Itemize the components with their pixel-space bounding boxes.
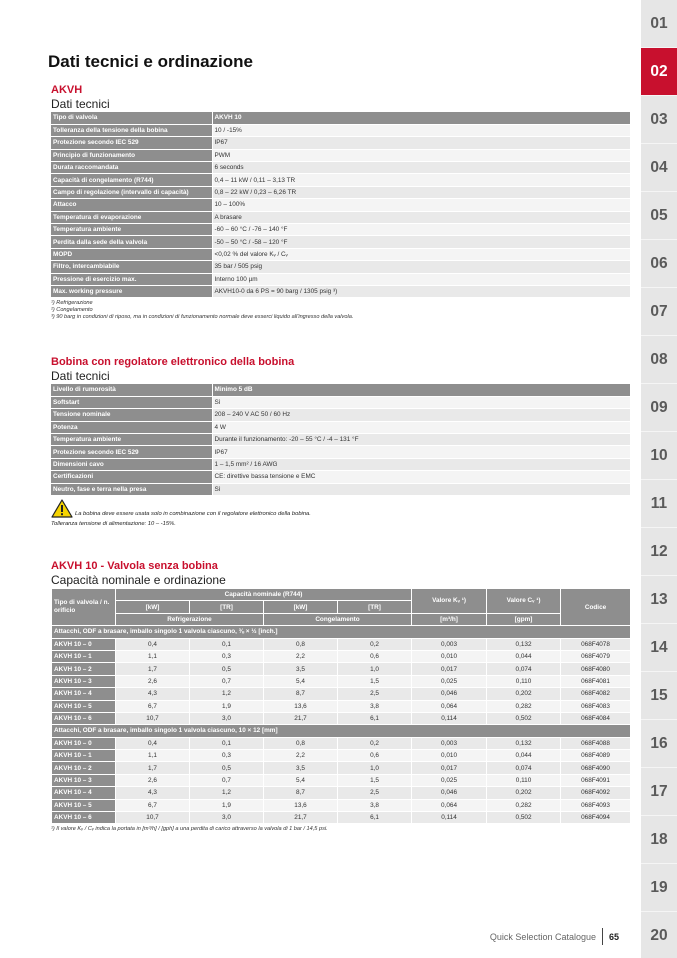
table-row: [52, 700, 631, 712]
footer-divider: [602, 928, 603, 945]
table-row: [52, 812, 631, 824]
spec-label: Tolleranza della tensione della bobina: [51, 124, 212, 136]
code-cell: 068F4084: [561, 712, 631, 724]
valve-type-cell: AKVH 10 – 4: [52, 688, 116, 700]
table-cell: 1,9: [190, 700, 264, 712]
capacity-footnote: ¹) Il valore Kᵥ / Cᵥ indica la portata in [m³/h] / [gph] a una perdita di carico attraverso la valvola di 1 bar / 14,5 psi.: [51, 826, 328, 833]
table-row: [52, 787, 631, 799]
spec-label: Principio di funzionamento: [51, 149, 212, 161]
section-title: Bobina con regolatore elettronico della bobina: [51, 356, 295, 368]
spec-value: Sì: [212, 483, 630, 495]
table-cell: 0,010: [412, 750, 487, 762]
table-cell: 0,202: [487, 787, 561, 799]
voltage-tolerance-note: Tolleranza tensione di alimentazione: 10 – -15%.: [51, 521, 176, 528]
spec-row: [51, 124, 630, 136]
chapter-tab-02[interactable]: 02: [641, 48, 677, 96]
spec-value: A brasare: [212, 211, 630, 223]
table-row: [52, 650, 631, 662]
capacity-table: [51, 588, 631, 824]
table-row: [52, 774, 631, 786]
table-row: [52, 688, 631, 700]
section-subtitle: Dati tecnici: [51, 97, 110, 111]
table-cell: 0,202: [487, 688, 561, 700]
spec-value: 1 – 1,5 mm² / 16 AWG: [212, 458, 630, 470]
spec-value: <0,02 % del valore Kᵥ / Cᵥ: [212, 248, 630, 260]
table-cell: 0,025: [412, 675, 487, 687]
table-cell: 0,110: [487, 774, 561, 786]
spec-label: Attacco: [51, 199, 212, 211]
table-cell: 0,7: [190, 675, 264, 687]
page-number: 65: [608, 931, 619, 942]
spec-row: [51, 421, 630, 433]
header-cv: Valore Cᵥ ¹): [487, 589, 561, 614]
footnote: ³) 90 barg in condizioni di riposo, ma in condizioni di funzionamento normale deve esserci liquido all'ingresso della valvola.: [51, 314, 354, 321]
unit-m3h: [m³/h]: [412, 613, 487, 625]
code-cell: 068F4092: [561, 787, 631, 799]
table-cell: 13,6: [264, 799, 338, 811]
spec-row: [51, 409, 630, 421]
table-cell: 0,502: [487, 812, 561, 824]
table-cell: 6,7: [116, 799, 190, 811]
table-cell: 0,5: [190, 762, 264, 774]
code-cell: 068F4089: [561, 750, 631, 762]
section-subtitle: Capacità nominale e ordinazione: [51, 573, 226, 587]
section-title: AKVH 10 - Valvola senza bobina: [51, 560, 218, 572]
code-cell: 068F4080: [561, 663, 631, 675]
section-akvh: [51, 84, 630, 321]
unit-gpm: [gpm]: [487, 613, 561, 625]
unit-tr: [TR]: [190, 601, 264, 613]
spec-value: -60 – 60 °C / -76 – 140 °F: [212, 224, 630, 236]
chapter-tab-15[interactable]: 15: [641, 672, 677, 720]
spec-row: [51, 471, 630, 483]
spec-label: Tipo di valvola: [51, 112, 212, 124]
table-cell: 0,025: [412, 774, 487, 786]
spec-label: Temperatura di evaporazione: [51, 211, 212, 223]
table-cell: 0,8: [264, 737, 338, 749]
table-cell: 8,7: [264, 787, 338, 799]
table-cell: 0,064: [412, 700, 487, 712]
warning-text: La bobina deve essere usata solo in combinazione con il regolatore elettronico della bobina.: [75, 511, 311, 518]
chapter-tab-19[interactable]: 19: [641, 864, 677, 912]
valve-type-cell: AKVH 10 – 6: [52, 712, 116, 724]
spec-row: [51, 174, 630, 186]
spec-label: Temperatura ambiente: [51, 434, 212, 446]
valve-type-cell: AKVH 10 – 5: [52, 799, 116, 811]
spec-row: [51, 384, 630, 396]
table-row: [52, 712, 631, 724]
valve-type-cell: AKVH 10 – 5: [52, 700, 116, 712]
spec-row: [51, 211, 630, 223]
table-cell: 0,010: [412, 650, 487, 662]
table-cell: 0,5: [190, 663, 264, 675]
spec-label: Protezione secondo IEC 529: [51, 446, 212, 458]
code-cell: 068F4078: [561, 638, 631, 650]
header-capacity: Capacità nominale (R744): [116, 589, 412, 601]
code-cell: 068F4093: [561, 799, 631, 811]
group-label: Attacchi, ODF a brasare, imballo singolo 1 valvola ciascuno, ⅜ × ½ [inch.]: [52, 626, 631, 638]
table-cell: 5,4: [264, 675, 338, 687]
table-cell: 0,6: [338, 750, 412, 762]
code-cell: 068F4079: [561, 650, 631, 662]
spec-label: Tensione nominale: [51, 409, 212, 421]
spec-value: Interno 100 µm: [212, 273, 630, 285]
chapter-tab-13[interactable]: 13: [641, 576, 677, 624]
table-cell: 0,1: [190, 638, 264, 650]
table-cell: 5,4: [264, 774, 338, 786]
spec-value: Sì: [212, 396, 630, 408]
chapter-tab-07[interactable]: 07: [641, 288, 677, 336]
spec-label: Softstart: [51, 396, 212, 408]
footnote: ¹) Refrigerazione: [51, 300, 93, 307]
table-cell: 0,7: [190, 774, 264, 786]
chapter-tab-12[interactable]: 12: [641, 528, 677, 576]
spec-row: [51, 458, 630, 470]
spec-row: [51, 446, 630, 458]
code-cell: 068F4088: [561, 737, 631, 749]
spec-value: 10 / -15%: [212, 124, 630, 136]
spec-value: IP67: [212, 137, 630, 149]
table-cell: 4,3: [116, 787, 190, 799]
header-code: Codice: [561, 589, 631, 626]
table-cell: 0,046: [412, 787, 487, 799]
table-cell: 0,114: [412, 812, 487, 824]
table-cell: 0,114: [412, 712, 487, 724]
chapter-tab-09[interactable]: 09: [641, 384, 677, 432]
table-cell: 1,0: [338, 762, 412, 774]
spec-row: [51, 149, 630, 161]
unit-kw: [kW]: [264, 601, 338, 613]
table-cell: 0,017: [412, 762, 487, 774]
spec-label: MOPD: [51, 248, 212, 260]
table-cell: 0,017: [412, 663, 487, 675]
spec-value: 10 – 100%: [212, 199, 630, 211]
table-cell: 2,2: [264, 650, 338, 662]
spec-label: Filtro, intercambiabile: [51, 261, 212, 273]
section-coil: [51, 356, 630, 528]
spec-value: IP67: [212, 446, 630, 458]
table-row: [52, 675, 631, 687]
spec-value: Minimo 5 dB: [212, 384, 630, 396]
table-cell: 4,3: [116, 688, 190, 700]
chapter-tab-18[interactable]: 18: [641, 816, 677, 864]
code-cell: 068F4081: [561, 675, 631, 687]
table-cell: 3,8: [338, 799, 412, 811]
table-cell: 0,4: [116, 737, 190, 749]
spec-value: 35 bar / 505 psig: [212, 261, 630, 273]
group-row: [52, 626, 631, 638]
table-cell: 1,1: [116, 750, 190, 762]
table-row: [52, 737, 631, 749]
table-cell: 0,074: [487, 762, 561, 774]
spec-row: [51, 112, 630, 124]
code-cell: 068F4090: [561, 762, 631, 774]
spec-row: [51, 434, 630, 446]
spec-row: [51, 273, 630, 285]
table-cell: 1,0: [338, 663, 412, 675]
page-title: Dati tecnici e ordinazione: [48, 52, 253, 71]
table-cell: 0,3: [190, 650, 264, 662]
table-cell: 2,5: [338, 787, 412, 799]
table-cell: 10,7: [116, 712, 190, 724]
spec-label: Pressione di esercizio max.: [51, 273, 212, 285]
table-cell: 21,7: [264, 712, 338, 724]
table-cell: 1,7: [116, 762, 190, 774]
chapter-tab-16[interactable]: 16: [641, 720, 677, 768]
chapter-tab-11[interactable]: 11: [641, 480, 677, 528]
table-cell: 0,8: [264, 638, 338, 650]
chapter-tab-03[interactable]: 03: [641, 96, 677, 144]
valve-type-cell: AKVH 10 – 4: [52, 787, 116, 799]
table-cell: 2,2: [264, 750, 338, 762]
table-cell: 6,1: [338, 812, 412, 824]
catalogue-name: Quick Selection Catalogue: [489, 931, 596, 942]
spec-row: [51, 199, 630, 211]
table-cell: 1,7: [116, 663, 190, 675]
code-cell: 068F4094: [561, 812, 631, 824]
valve-type-cell: AKVH 10 – 2: [52, 762, 116, 774]
table-cell: 0,044: [487, 750, 561, 762]
valve-type-cell: AKVH 10 – 0: [52, 737, 116, 749]
section-capacity: [51, 560, 630, 833]
table-cell: 13,6: [264, 700, 338, 712]
spec-label: Capacità di congelamento (R744): [51, 174, 212, 186]
table-row: [52, 799, 631, 811]
chapter-tab-06[interactable]: 06: [641, 240, 677, 288]
table-cell: 6,7: [116, 700, 190, 712]
spec-row: [51, 162, 630, 174]
valve-type-cell: AKVH 10 – 3: [52, 774, 116, 786]
spec-value: CE: direttive bassa tensione e EMC: [212, 471, 630, 483]
table-cell: 0,046: [412, 688, 487, 700]
header-kv: Valore Kᵥ ¹): [412, 589, 487, 614]
spec-row: [51, 186, 630, 198]
spec-value: AKVH10-0 da 6 PS = 90 barg / 1305 psig ³): [212, 285, 630, 297]
table-cell: 2,5: [338, 688, 412, 700]
spec-label: Certificazioni: [51, 471, 212, 483]
spec-value: 208 – 240 V AC 50 / 60 Hz: [212, 409, 630, 421]
table-cell: 0,044: [487, 650, 561, 662]
section-subtitle: Dati tecnici: [51, 369, 110, 383]
spec-value: AKVH 10: [212, 112, 630, 124]
table-cell: 0,003: [412, 737, 487, 749]
table-cell: 0,3: [190, 750, 264, 762]
header-freezing: Congelamento: [264, 613, 412, 625]
valve-type-cell: AKVH 10 – 3: [52, 675, 116, 687]
spec-row: [51, 261, 630, 273]
chapter-tab-05[interactable]: 05: [641, 192, 677, 240]
table-cell: 8,7: [264, 688, 338, 700]
section-title: AKVH: [51, 84, 83, 96]
spec-row: [51, 285, 630, 297]
footnote: ²) Congelamento: [51, 307, 93, 314]
table-cell: 1,1: [116, 650, 190, 662]
table-cell: 0,6: [338, 650, 412, 662]
valve-type-cell: AKVH 10 – 2: [52, 663, 116, 675]
chapter-tab-14[interactable]: 14: [641, 624, 677, 672]
code-cell: 068F4082: [561, 688, 631, 700]
table-cell: 21,7: [264, 812, 338, 824]
spec-value: 6 seconds: [212, 162, 630, 174]
table-header-row: [52, 589, 631, 601]
header-refrigeration: Refrigerazione: [116, 613, 264, 625]
table-cell: 0,2: [338, 638, 412, 650]
spec-value: PWM: [212, 149, 630, 161]
spec-row: [51, 137, 630, 149]
table-cell: 0,132: [487, 737, 561, 749]
spec-label: Durata raccomandata: [51, 162, 212, 174]
spec-label: Temperatura ambiente: [51, 224, 212, 236]
table-cell: 1,2: [190, 688, 264, 700]
chapter-tab-04[interactable]: 04: [641, 144, 677, 192]
table-cell: 10,7: [116, 812, 190, 824]
spec-label: Campo di regolazione (intervallo di capacità): [51, 186, 212, 198]
spec-row: [51, 224, 630, 236]
chapter-tab-17[interactable]: 17: [641, 768, 677, 816]
table-cell: 0,064: [412, 799, 487, 811]
spec-row: [51, 248, 630, 260]
spec-label: Potenza: [51, 421, 212, 433]
table-cell: 0,282: [487, 700, 561, 712]
page-footer: [490, 928, 619, 945]
table-row: [52, 762, 631, 774]
unit-tr: [TR]: [338, 601, 412, 613]
valve-type-cell: AKVH 10 – 1: [52, 750, 116, 762]
table-row: [52, 638, 631, 650]
table-cell: 0,282: [487, 799, 561, 811]
table-cell: 1,2: [190, 787, 264, 799]
valve-type-cell: AKVH 10 – 1: [52, 650, 116, 662]
spec-label: Dimensioni cavo: [51, 458, 212, 470]
valve-type-cell: AKVH 10 – 6: [52, 812, 116, 824]
table-cell: 3,5: [264, 663, 338, 675]
table-cell: 2,6: [116, 774, 190, 786]
akvh-spec-table: [51, 112, 630, 298]
table-cell: 0,502: [487, 712, 561, 724]
spec-value: Durante il funzionamento: -20 – 55 °C / -4 – 131 °F: [212, 434, 630, 446]
chapter-tab-08[interactable]: 08: [641, 336, 677, 384]
table-cell: 0,003: [412, 638, 487, 650]
code-cell: 068F4083: [561, 700, 631, 712]
table-cell: 1,9: [190, 799, 264, 811]
table-cell: 2,6: [116, 675, 190, 687]
table-row: [52, 663, 631, 675]
table-cell: 3,5: [264, 762, 338, 774]
unit-kw: [kW]: [116, 601, 190, 613]
table-cell: 3,0: [190, 712, 264, 724]
coil-spec-table: [51, 384, 630, 496]
chapter-tab-10[interactable]: 10: [641, 432, 677, 480]
table-cell: 0,110: [487, 675, 561, 687]
table-cell: 1,5: [338, 774, 412, 786]
spec-label: Neutro, fase e terra nella presa: [51, 483, 212, 495]
table-row: [52, 750, 631, 762]
spec-label: Protezione secondo IEC 529: [51, 137, 212, 149]
spec-value: 0,8 – 22 kW / 0,23 – 6,26 TR: [212, 186, 630, 198]
spec-label: Max. working pressure: [51, 285, 212, 297]
table-cell: 1,5: [338, 675, 412, 687]
spec-value: -50 – 50 °C / -58 – 120 °F: [212, 236, 630, 248]
spec-label: Livello di rumorosità: [51, 384, 212, 396]
akvh-footnotes: [51, 300, 630, 321]
warning-note: [51, 499, 630, 518]
table-cell: 0,4: [116, 638, 190, 650]
spec-value: 0,4 – 11 kW / 0,11 – 3,13 TR: [212, 174, 630, 186]
spec-row: [51, 396, 630, 408]
chapter-tab-20[interactable]: 20: [641, 912, 677, 958]
chapter-tab-01[interactable]: 01: [641, 0, 677, 48]
table-cell: 0,1: [190, 737, 264, 749]
table-cell: 0,074: [487, 663, 561, 675]
warning-icon: [51, 499, 73, 518]
table-cell: 0,132: [487, 638, 561, 650]
table-cell: 3,0: [190, 812, 264, 824]
valve-type-cell: AKVH 10 – 0: [52, 638, 116, 650]
spec-label: Perdita dalla sede della valvola: [51, 236, 212, 248]
table-subheader-row: [52, 613, 631, 625]
group-row: [52, 725, 631, 737]
table-cell: 0,2: [338, 737, 412, 749]
chapter-sidebar: [641, 0, 677, 958]
code-cell: 068F4091: [561, 774, 631, 786]
spec-row: [51, 236, 630, 248]
spec-value: 4 W: [212, 421, 630, 433]
table-cell: 6,1: [338, 712, 412, 724]
spec-row: [51, 483, 630, 495]
header-valve-type: Tipo di valvola / n. orificio: [52, 589, 116, 626]
group-label: Attacchi, ODF a brasare, imballo singolo 1 valvola ciascuno, 10 × 12 [mm]: [52, 725, 631, 737]
table-cell: 3,8: [338, 700, 412, 712]
